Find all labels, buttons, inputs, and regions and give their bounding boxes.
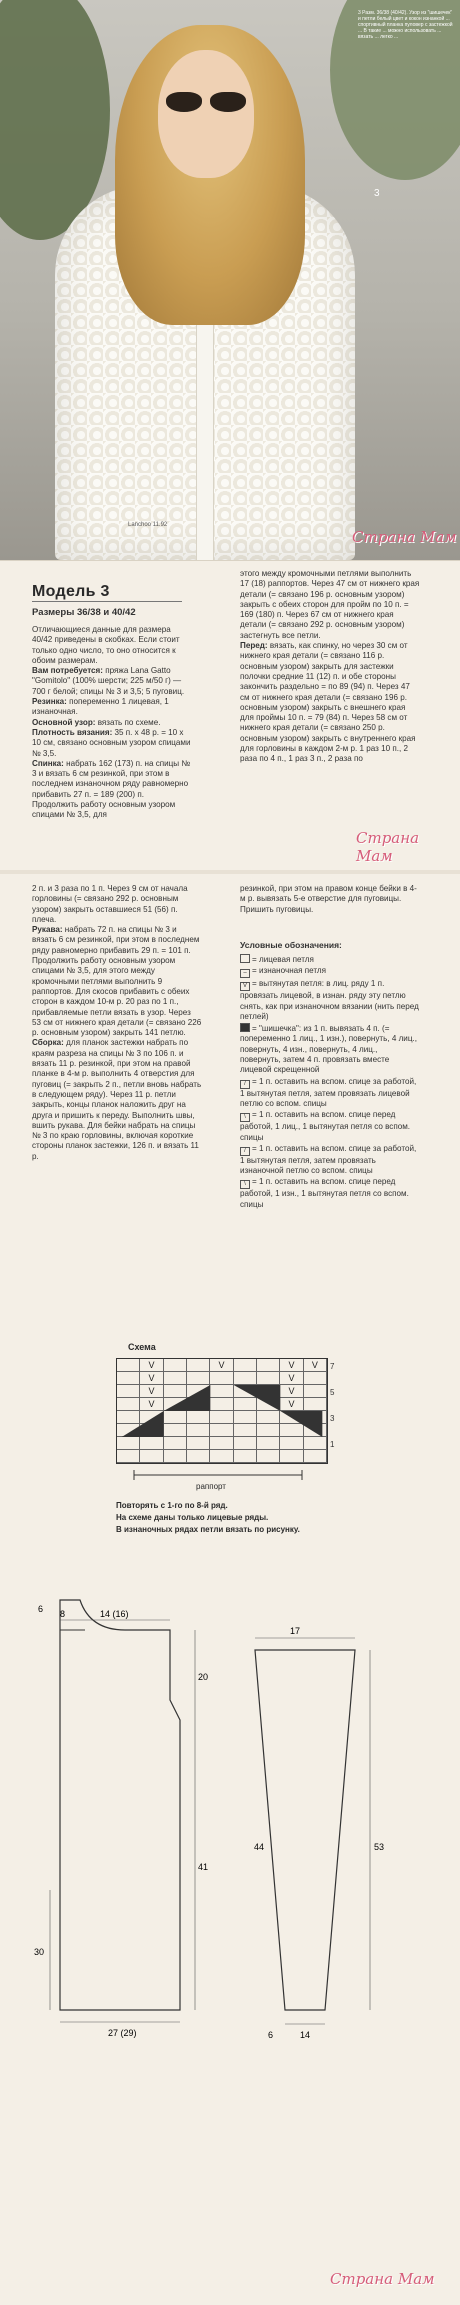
legend-item xyxy=(240,1110,420,1143)
title-rule xyxy=(32,601,182,602)
chart-cell: V xyxy=(140,1398,163,1411)
photo-credit: Lanchoo 11.92 xyxy=(128,522,168,528)
paragraph xyxy=(32,728,192,759)
legend-symbol-icon: \ xyxy=(240,1180,250,1189)
chart-cell: V xyxy=(280,1359,303,1372)
legend-item xyxy=(240,979,420,1022)
paragraph-text: попеременно 1 лицевая, 1 изнаночная. xyxy=(32,697,169,717)
legend-symbol-icon: \ xyxy=(240,1113,250,1122)
body-pattern-diagram xyxy=(30,1590,220,2050)
legend-text: = изнаночная петля xyxy=(252,966,327,976)
cable-marks xyxy=(117,1359,327,1463)
model-title: Модель 3 xyxy=(32,583,110,600)
legend-symbol-icon xyxy=(240,1023,250,1032)
legend-symbol-icon: – xyxy=(240,969,250,978)
repeat-note-1: Повторять с 1-го по 8-й ряд. xyxy=(116,1501,228,1510)
sunglasses xyxy=(164,92,250,114)
paragraph-lead: Плотность вязания: xyxy=(32,727,113,737)
instructions-column-1 xyxy=(32,884,202,1162)
chart-cell: V xyxy=(210,1359,233,1372)
watermark: Страна Мам xyxy=(356,829,420,865)
chart-cell: V xyxy=(304,1359,327,1372)
model-description xyxy=(0,560,460,871)
description-column-2 xyxy=(240,569,420,765)
paragraph: Отличающиеся данные для размера 40/42 приведены в скобках. Если стоит только одно число, то оно относится к обоим размерам. xyxy=(32,625,180,665)
scheme-and-patterns xyxy=(0,1290,460,2305)
sleeve-dim-bottom-b: 14 xyxy=(300,2030,311,2040)
paragraph xyxy=(32,759,192,821)
body-dim-top-b: 14 (16) xyxy=(100,1609,129,1619)
sleeve-pattern-diagram xyxy=(250,1610,410,2050)
rapport-bracket xyxy=(116,1468,326,1482)
paragraph xyxy=(32,925,202,1038)
legend-text: = 1 п. оставить на вспом. спице перед работой, 1 лиц., 1 вытянутая петля со вспом. спицы xyxy=(240,1110,411,1142)
legend-text: = лицевая петля xyxy=(252,955,314,964)
body-dim-side-b: 41 xyxy=(198,1862,209,1872)
legend-item xyxy=(240,966,420,978)
instructions-continued xyxy=(0,870,460,1294)
legend-text: = "шишечка": из 1 п. вывязать 4 п. (= попеременно 1 лиц., 1 изн.), повернуть, 4 лиц., повернуть, 4 изн., повернуть, 4 лиц., повернуть, затем 4 п. провязать вместе лицевой скрещенной xyxy=(240,1024,417,1075)
body-dim-bottom: 27 (29) xyxy=(108,2028,137,2038)
chart-cell: V xyxy=(140,1359,163,1372)
body-dim-top-a: 8 xyxy=(60,1609,66,1619)
cable-cross-mark xyxy=(280,1411,322,1437)
sleeve-dim-bottom-a: 6 xyxy=(268,2030,274,2040)
paragraph-text: набрать 162 (173) п. на спицы № 3 и вязать 6 см резинкой, при этом в последнем изнаночном ряду равномерно прибавить 27 п. = 189 (200) п. Продолжить работу основным узором спицами № 3,5, для xyxy=(32,758,191,820)
legend-text: = 1 п. оставить на вспом. спице перед работой, 1 изн., 1 вытянутая петля со вспом. спицы xyxy=(240,1177,409,1209)
model-photo xyxy=(0,0,460,560)
paragraph-lead: Рукава: xyxy=(32,925,63,935)
body-dim-side-a: 20 xyxy=(198,1672,209,1682)
scheme-title: Схема xyxy=(128,1342,156,1352)
paragraph xyxy=(240,641,420,765)
paragraph-text: пряжа Lana Gatto "Gomitolo" (100% шерсти; 225 м/50 г) — 700 г белой; спицы № 3 и 3,5; 5 пуговиц. xyxy=(32,666,185,696)
paragraph: резинкой, при этом на правом конце бейки в 4-м р. вывязать 5-е отверстие для пуговицы. Пришить пуговицы. xyxy=(240,884,417,914)
repeat-note-2: На схеме даны только лицевые ряды. xyxy=(116,1513,269,1522)
chart-cell: V xyxy=(280,1372,303,1385)
paragraph xyxy=(32,718,192,728)
body-dim-small: 6 xyxy=(38,1604,44,1614)
paragraph-text: для планок застежки набрать по краям разреза на спицы № 3 по 106 п. и вязать 11 р. резинкой, при этом на правой планке в 4-м р. выполнить 4 отверстия для пуговиц (= закрыть 2 п., петли вновь набрать в следующем ряду). Через 11 р. петли закрыть, концы планок наложить друг на друга и пришить к переду. Выполнить швы, вшить рукава. Для бейки набрать на спицы № 3 по краю горловины, включая короткие стороны планок застежки, 126 п. и вязать 11 р. xyxy=(32,1038,202,1161)
paragraph-text: 35 п. x 48 р. = 10 x 10 см, связано основным узором спицами № 3,5. xyxy=(32,727,191,758)
legend-symbol-icon: / xyxy=(240,1147,250,1156)
chart-cell: V xyxy=(280,1398,303,1411)
instructions-column-2 xyxy=(240,884,420,915)
legend-text: = 1 п. оставить на вспом. спице за работой, 1 вытянутая петля, затем провязать изнаночной петлю со вспом. спицы xyxy=(240,1143,417,1176)
chart-row-number: 7 xyxy=(330,1361,335,1371)
legend-title: Условные обозначения: xyxy=(240,940,342,950)
paragraph-lead: Основной узор: xyxy=(32,717,96,727)
cable-cross-mark xyxy=(164,1385,211,1411)
paragraph-text: набрать 72 п. на спицы № 3 и вязать 6 см резинкой, при этом в последнем ряду равномерно прибавить 29 п. = 101 п. Продолжить работу основным узором спицами № 3,5, для этого между кромочными петлями выполнить 9 раппортов. Для скосов прибавить с обеих сторон в каждом 10-м р. 20 раз по 1 п., прибавляемые петли вязать в узор. Через 53 см от нижнего края детали (= связано 226 р. основным узором) закрыть 141 петлю. xyxy=(32,925,202,1038)
knitting-chart xyxy=(116,1358,328,1464)
cable-cross-mark xyxy=(234,1385,281,1411)
legend-item xyxy=(240,1144,420,1177)
paragraph-text: вязать по схеме. xyxy=(95,717,161,727)
paragraph-lead: Резинка: xyxy=(32,697,67,707)
legend-text: = 1 п. оставить на вспом. спице за работой, 1 вытянутая петля, затем провязать лицевой петлю со вспом. спицы xyxy=(240,1076,417,1108)
paragraph xyxy=(32,1038,202,1162)
chart-cell: V xyxy=(140,1372,163,1385)
repeat-note-3: В изнаночных рядах петли вязать по рисунку. xyxy=(116,1525,300,1534)
paragraph: этого между кромочными петлями выполнить 17 (18) раппортов. Через 47 см от нижнего края детали (= связано 196 р. основным узором) закрыть с обеих сторон для пройм по 10 п. = 169 (180) п. Через 67 см от нижнего края детали (= связано 292 р. основным узором) застегнуть все петли. xyxy=(240,569,420,640)
paragraph: 2 п. и 3 раза по 1 п. Через 9 см от начала горловины (= связано 292 р. основным узором) закрыть оставшиеся 51 (56) п. плеча. xyxy=(32,884,188,924)
sizes-heading: Размеры 36/38 и 40/42 xyxy=(32,607,136,618)
chart-row-number: 1 xyxy=(330,1439,335,1449)
legend-item xyxy=(240,954,420,965)
chart-cell: V xyxy=(140,1385,163,1398)
paragraph-lead: Перед: xyxy=(240,641,268,651)
body-dim-bottom-side: 30 xyxy=(34,1947,45,1957)
rapport-label: раппорт xyxy=(196,1482,226,1491)
chart-cell: V xyxy=(280,1385,303,1398)
chart-row-number: 3 xyxy=(330,1413,335,1423)
legend-item xyxy=(240,1177,420,1210)
legend-item xyxy=(240,1023,420,1075)
model-face xyxy=(158,50,254,178)
paragraph-lead: Вам потребуется: xyxy=(32,666,103,676)
description-column-1 xyxy=(32,625,192,821)
photo-number: 3 xyxy=(374,188,380,199)
chart-row-number: 5 xyxy=(330,1387,335,1397)
paragraph-lead: Сборка: xyxy=(32,1038,64,1048)
legend-symbol-icon xyxy=(240,954,250,963)
photo-caption: 3 Разм. 36/38 (40/42). Узор из "шишечек" и петли белый цвет и кокон изнанкой ... спортивный планка пуловер с застежкой ... В такие ... можно использовать ... вязать ... легко ... xyxy=(358,10,453,40)
paragraph-lead: Спинка: xyxy=(32,758,64,768)
cable-cross-mark xyxy=(122,1411,164,1437)
legend-item xyxy=(240,1077,420,1110)
sleeve-dim-side-b: 53 xyxy=(374,1842,385,1852)
sleeve-dim-top: 17 xyxy=(290,1626,301,1636)
legend-text: = вытянутая петля: в лиц. ряду 1 п. провязать лицевой, в изнан. ряду эту петлю снять, как при изнаночном вязании (нить перед петлей) xyxy=(240,979,419,1021)
paragraph-text: вязать, как спинку, но через 30 см от нижнего края детали (= связано 116 р. основным узором) закрыть для застежки полочки средние 11 (12) п. и обе стороны закончить раздельно = по 89 (94) п. Через 47 см от нижнего края детали (= связано 196 р. основным узором) закрыть с внешнего края для проймы 10 п. = 79 (84) п. Через 58 см от нижнего края детали (= связано 250 р. основным узором) закрыть с внутреннего края для горловины в каждом 2-м р. 1 раз 10 п., 2 раза по 4 п., 1 раз 3 п., 2 раза по xyxy=(240,641,416,764)
watermark: Страна Мам xyxy=(330,2270,435,2288)
watermark: Страна Мам xyxy=(352,528,457,546)
paragraph xyxy=(32,666,192,697)
symbol-legend xyxy=(240,954,420,1211)
legend-symbol-icon: V xyxy=(240,982,250,991)
sleeve-dim-side-a: 44 xyxy=(254,1842,265,1852)
legend-symbol-icon: / xyxy=(240,1080,250,1089)
paragraph xyxy=(32,697,192,718)
